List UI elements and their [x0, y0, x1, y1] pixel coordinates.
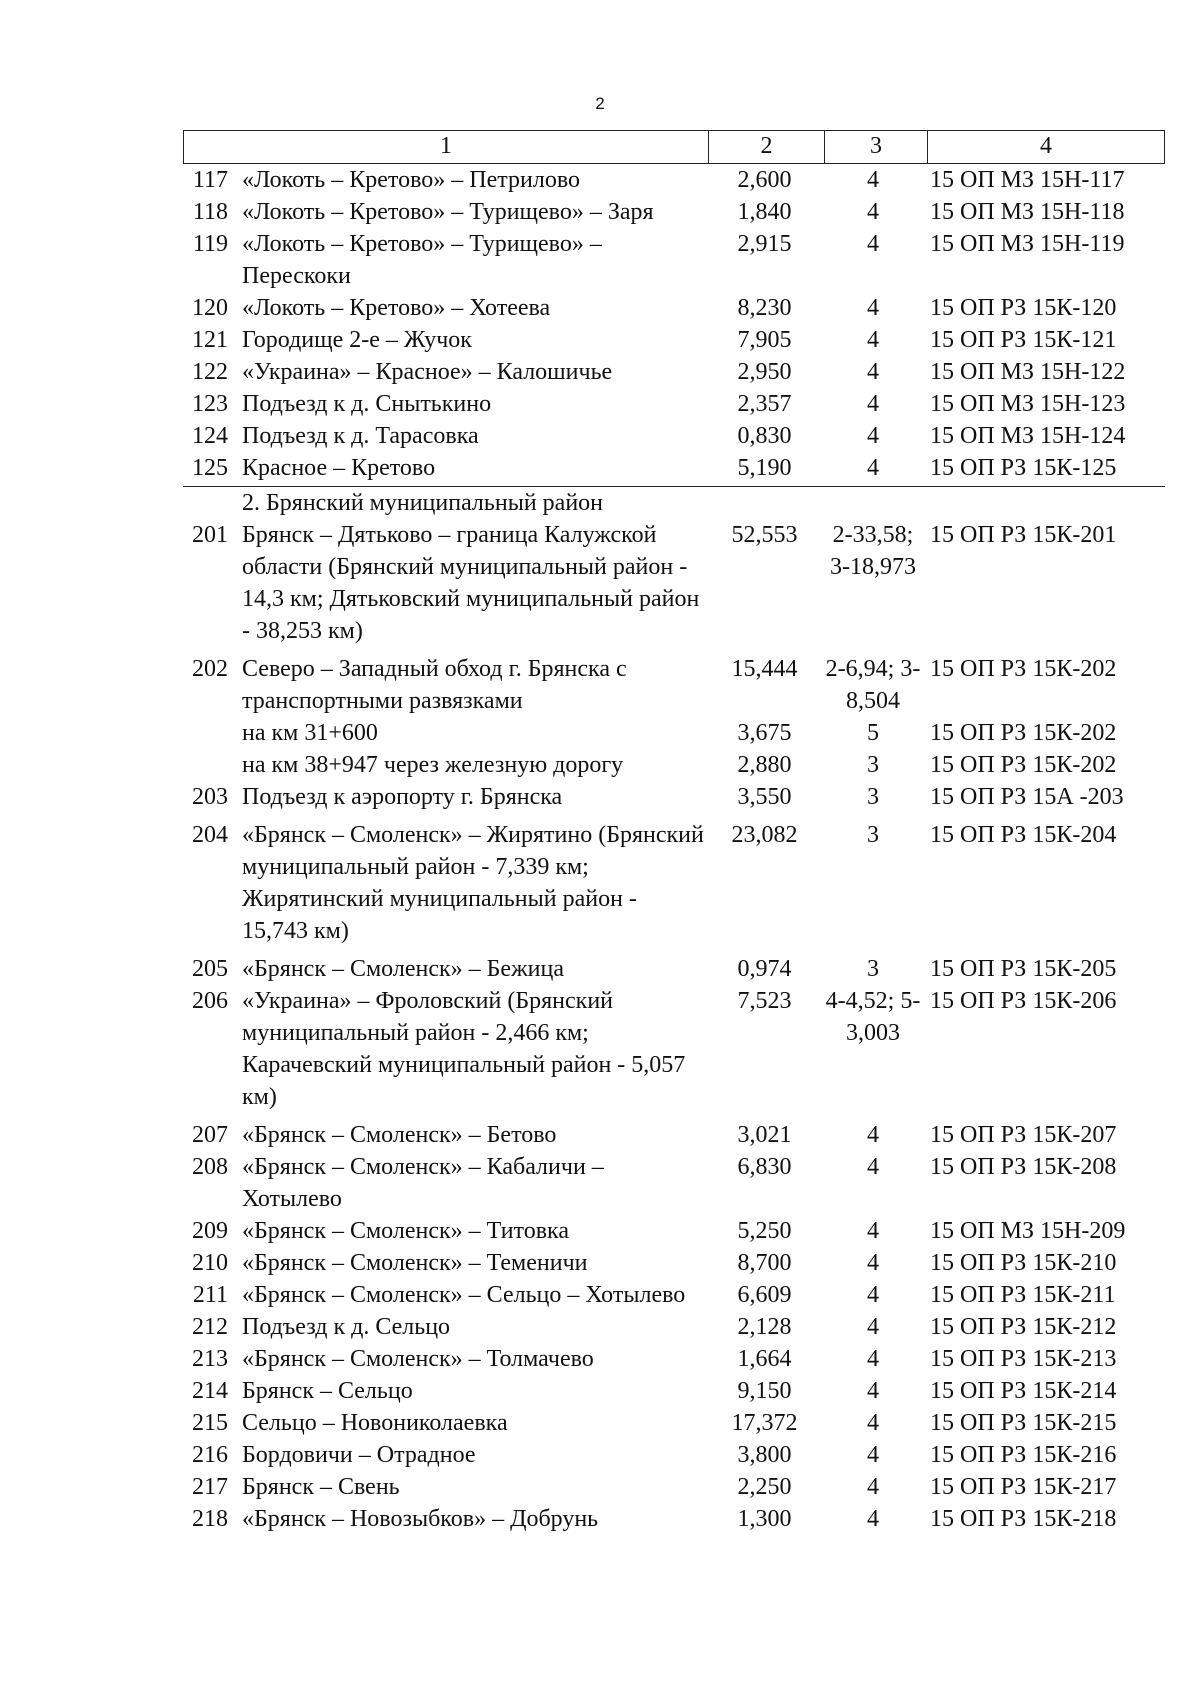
- road-id: 15 ОП РЗ 15К-208: [930, 1154, 1117, 1180]
- header-col-4: 4: [1040, 133, 1052, 159]
- road-name: на км 31+600: [242, 720, 378, 746]
- road-category: 3: [867, 784, 879, 810]
- road-category: 4: [867, 167, 879, 193]
- road-name: Северо – Западный обход г. Брянска с транспортными развязками: [242, 656, 627, 714]
- table-row: [183, 1471, 1165, 1503]
- table-row: [183, 717, 1165, 749]
- road-name: «Брянск – Смоленск» – Бетово: [242, 1122, 557, 1148]
- section-title: 2. Брянский муниципальный район: [242, 490, 604, 516]
- road-id: 15 ОП РЗ 15К-210: [930, 1250, 1117, 1276]
- table-row: [183, 388, 1165, 420]
- road-length: 3,800: [737, 1442, 792, 1468]
- road-name: «Локоть – Кретово» – Турищево» – Заря: [242, 199, 654, 225]
- table-header: [183, 130, 1165, 164]
- road-category: 4: [867, 455, 879, 481]
- road-id: 15 ОП МЗ 15Н-122: [930, 359, 1126, 385]
- row-number: 212: [192, 1314, 228, 1340]
- road-length: 2,880: [737, 752, 792, 778]
- road-name: Подъезд к аэропорту г. Брянска: [242, 784, 563, 810]
- road-id: 15 ОП РЗ 15К-205: [930, 956, 1117, 982]
- road-name: «Локоть – Кретово» – Турищево» – Перескоки: [242, 231, 602, 289]
- road-id: 15 ОП МЗ 15Н-118: [930, 199, 1125, 225]
- row-number: 211: [192, 1282, 228, 1308]
- table-row: [183, 953, 1165, 985]
- road-category: 4: [867, 1314, 879, 1340]
- row-number: 209: [192, 1218, 228, 1244]
- roads-table: [183, 130, 1165, 1535]
- row-number: 118: [192, 199, 228, 225]
- road-length: 2,128: [737, 1314, 792, 1340]
- table-row: [183, 1407, 1165, 1439]
- road-name: Подъезд к д. Сельцо: [242, 1314, 451, 1340]
- road-id: 15 ОП РЗ 15К-201: [930, 522, 1117, 548]
- road-id: 15 ОП РЗ 15А -203: [930, 784, 1124, 810]
- road-category: 2-6,94; 3-8,504: [825, 656, 921, 714]
- road-id: 15 ОП РЗ 15К-120: [930, 295, 1117, 321]
- road-name: «Брянск – Смоленск» – Теменичи: [242, 1250, 588, 1276]
- row-number: 214: [192, 1378, 228, 1404]
- road-name: «Брянск – Смоленск» – Титовка: [242, 1218, 569, 1244]
- header-col-1: 1: [184, 131, 709, 163]
- table-row: [183, 819, 1165, 947]
- table-row: [183, 1375, 1165, 1407]
- road-category: 4: [867, 1282, 879, 1308]
- road-length: 7,523: [737, 988, 792, 1014]
- table-row: [183, 1247, 1165, 1279]
- road-category: 4: [867, 231, 879, 257]
- table-row: [183, 749, 1165, 781]
- table-row: [183, 1215, 1165, 1247]
- road-id: 15 ОП РЗ 15К-204: [930, 822, 1117, 848]
- road-name: «Брянск – Смоленск» – Кабаличи – Хотылево: [242, 1154, 604, 1212]
- road-length: 5,250: [737, 1218, 792, 1244]
- table-row: [183, 1119, 1165, 1151]
- road-length: 6,830: [737, 1154, 792, 1180]
- road-category: 4: [867, 391, 879, 417]
- table-row: [183, 1311, 1165, 1343]
- row-number: 210: [192, 1250, 228, 1276]
- row-number: 203: [192, 784, 228, 810]
- road-id: 15 ОП МЗ 15Н-117: [930, 167, 1125, 193]
- road-category: 4: [867, 1378, 879, 1404]
- table-row: [183, 653, 1165, 717]
- row-number: 201: [192, 522, 228, 548]
- road-category: 4: [867, 327, 879, 353]
- row-number: 124: [192, 423, 228, 449]
- road-category: 4: [867, 1154, 879, 1180]
- road-name: Брянск – Сельцо: [242, 1378, 413, 1404]
- row-number: 207: [192, 1122, 228, 1148]
- row-number: 122: [192, 359, 228, 385]
- road-category: 4: [867, 1442, 879, 1468]
- road-category: 4: [867, 199, 879, 225]
- road-id: 15 ОП МЗ 15Н-119: [930, 231, 1125, 257]
- road-category: 4: [867, 295, 879, 321]
- road-category: 3: [867, 822, 879, 848]
- table-row: [183, 292, 1165, 324]
- road-id: 15 ОП РЗ 15К-218: [930, 1506, 1117, 1532]
- road-id: 15 ОП РЗ 15К-211: [930, 1282, 1116, 1308]
- road-id: 15 ОП РЗ 15К-121: [930, 327, 1117, 353]
- road-name: Подъезд к д. Снытькино: [242, 391, 492, 417]
- road-category: 4: [867, 1410, 879, 1436]
- road-name: на км 38+947 через железную дорогу: [242, 752, 624, 778]
- road-length: 6,609: [737, 1282, 792, 1308]
- road-id: 15 ОП РЗ 15К-206: [930, 988, 1117, 1014]
- road-length: 9,150: [737, 1378, 792, 1404]
- row-number: 120: [192, 295, 228, 321]
- table-row: [183, 1439, 1165, 1471]
- road-length: 2,357: [737, 391, 792, 417]
- road-length: 2,950: [737, 359, 792, 385]
- road-name: Красное – Кретово: [242, 455, 436, 481]
- road-name: «Брянск – Смоленск» – Толмачево: [242, 1346, 594, 1372]
- road-length: 7,905: [737, 327, 792, 353]
- road-name: «Брянск – Смоленск» – Жирятино (Брянский муниципальный район - 7,339 км; Жирятинский муниципальный район - 15,743 км): [242, 822, 704, 944]
- road-name: «Локоть – Кретово» – Хотеева: [242, 295, 551, 321]
- road-length: 23,082: [731, 822, 798, 848]
- road-length: 2,600: [737, 167, 792, 193]
- row-number: 205: [192, 956, 228, 982]
- row-number: 218: [192, 1506, 228, 1532]
- road-name: «Брянск – Смоленск» – Бежица: [242, 956, 564, 982]
- road-length: 2,250: [737, 1474, 792, 1500]
- road-length: 2,915: [737, 231, 792, 257]
- road-category: 3: [867, 752, 879, 778]
- road-id: 15 ОП РЗ 15К-207: [930, 1122, 1117, 1148]
- table-row: [183, 985, 1165, 1113]
- table-row: [183, 420, 1165, 452]
- page-number: 2: [595, 94, 605, 113]
- road-id: 15 ОП МЗ 15Н-123: [930, 391, 1126, 417]
- road-category: 3: [867, 956, 879, 982]
- road-category: 4: [867, 1346, 879, 1372]
- road-length: 52,553: [731, 522, 798, 548]
- row-number: 215: [192, 1410, 228, 1436]
- table-row: [183, 452, 1165, 484]
- row-number: 123: [192, 391, 228, 417]
- road-category: 2-33,58; 3-18,973: [830, 522, 916, 580]
- table-row: [183, 519, 1165, 647]
- road-name: Бордовичи – Отрадное: [242, 1442, 476, 1468]
- road-category: 4: [867, 1474, 879, 1500]
- table-row: [183, 228, 1165, 292]
- road-id: 15 ОП РЗ 15К-214: [930, 1378, 1117, 1404]
- road-length: 8,230: [737, 295, 792, 321]
- table-row: [183, 781, 1165, 813]
- table-body-section-1: [183, 164, 1165, 484]
- road-id: 15 ОП РЗ 15К-212: [930, 1314, 1117, 1340]
- row-number: 213: [192, 1346, 228, 1372]
- road-name: «Украина» – Красное» – Калошичье: [242, 359, 613, 385]
- road-category: 4: [867, 1506, 879, 1532]
- road-id: 15 ОП РЗ 15К-216: [930, 1442, 1117, 1468]
- road-id: 15 ОП РЗ 15К-215: [930, 1410, 1117, 1436]
- row-number: 119: [192, 231, 228, 257]
- road-id: 15 ОП РЗ 15К-202: [930, 752, 1117, 778]
- road-id: 15 ОП РЗ 15К-217: [930, 1474, 1117, 1500]
- road-name: «Локоть – Кретово» – Петрилово: [242, 167, 580, 193]
- row-number: 125: [192, 455, 228, 481]
- road-id: 15 ОП РЗ 15К-202: [930, 656, 1117, 682]
- row-number: 216: [192, 1442, 228, 1468]
- road-name: Городище 2-е – Жучок: [242, 327, 472, 353]
- table-row: [183, 356, 1165, 388]
- table-row: [183, 1503, 1165, 1535]
- road-category: 4: [867, 423, 879, 449]
- road-length: 0,830: [737, 423, 792, 449]
- row-number: 206: [192, 988, 228, 1014]
- road-id: 15 ОП РЗ 15К-202: [930, 720, 1117, 746]
- road-name: Брянск – Дятьково – граница Калужской области (Брянский муниципальный район - 14,3 км; Дятьковский муниципальный район - 38,253 км): [242, 522, 700, 644]
- road-name: Сельцо – Новониколаевка: [242, 1410, 508, 1436]
- road-name: «Украина» – Фроловский (Брянский муниципальный район - 2,466 км; Карачевский муниципальный район - 5,057 км): [242, 988, 686, 1110]
- row-number: 217: [192, 1474, 228, 1500]
- table-row: [183, 1343, 1165, 1375]
- road-length: 1,840: [737, 199, 792, 225]
- road-category: 4: [867, 1122, 879, 1148]
- table-row: [183, 196, 1165, 228]
- road-length: 8,700: [737, 1250, 792, 1276]
- table-row: [183, 1279, 1165, 1311]
- road-category: 4: [867, 1250, 879, 1276]
- road-length: 3,675: [737, 720, 792, 746]
- table-body-section-2: [183, 519, 1165, 1535]
- road-category: 4: [867, 1218, 879, 1244]
- road-length: 15,444: [731, 656, 798, 682]
- row-number: 208: [192, 1154, 228, 1180]
- row-number: 202: [192, 656, 228, 682]
- header-col-3: 3: [825, 131, 928, 163]
- road-name: «Брянск – Новозыбков» – Добрунь: [242, 1506, 599, 1532]
- road-length: 17,372: [731, 1410, 798, 1436]
- row-number: 204: [192, 822, 228, 848]
- road-name: Подъезд к д. Тарасовка: [242, 423, 479, 449]
- road-category: 4: [867, 359, 879, 385]
- road-id: 15 ОП МЗ 15Н-124: [930, 423, 1126, 449]
- header-col-2: 2: [709, 131, 825, 163]
- road-category: 4-4,52; 5-3,003: [825, 988, 921, 1046]
- section-title-row: [183, 487, 1165, 519]
- road-name: «Брянск – Смоленск» – Сельцо – Хотылево: [242, 1282, 686, 1308]
- road-length: 5,190: [737, 455, 792, 481]
- road-length: 1,300: [737, 1506, 792, 1532]
- road-name: Брянск – Свень: [242, 1474, 400, 1500]
- table-row: [183, 1151, 1165, 1215]
- road-length: 3,021: [737, 1122, 792, 1148]
- road-id: 15 ОП МЗ 15Н-209: [930, 1218, 1126, 1244]
- table-row: [183, 324, 1165, 356]
- road-id: 15 ОП РЗ 15К-125: [930, 455, 1117, 481]
- road-id: 15 ОП РЗ 15К-213: [930, 1346, 1117, 1372]
- road-length: 3,550: [737, 784, 792, 810]
- road-length: 0,974: [737, 956, 792, 982]
- road-length: 1,664: [737, 1346, 792, 1372]
- row-number: 117: [192, 167, 228, 193]
- table-row: [183, 164, 1165, 196]
- road-category: 5: [867, 720, 879, 746]
- row-number: 121: [192, 327, 228, 353]
